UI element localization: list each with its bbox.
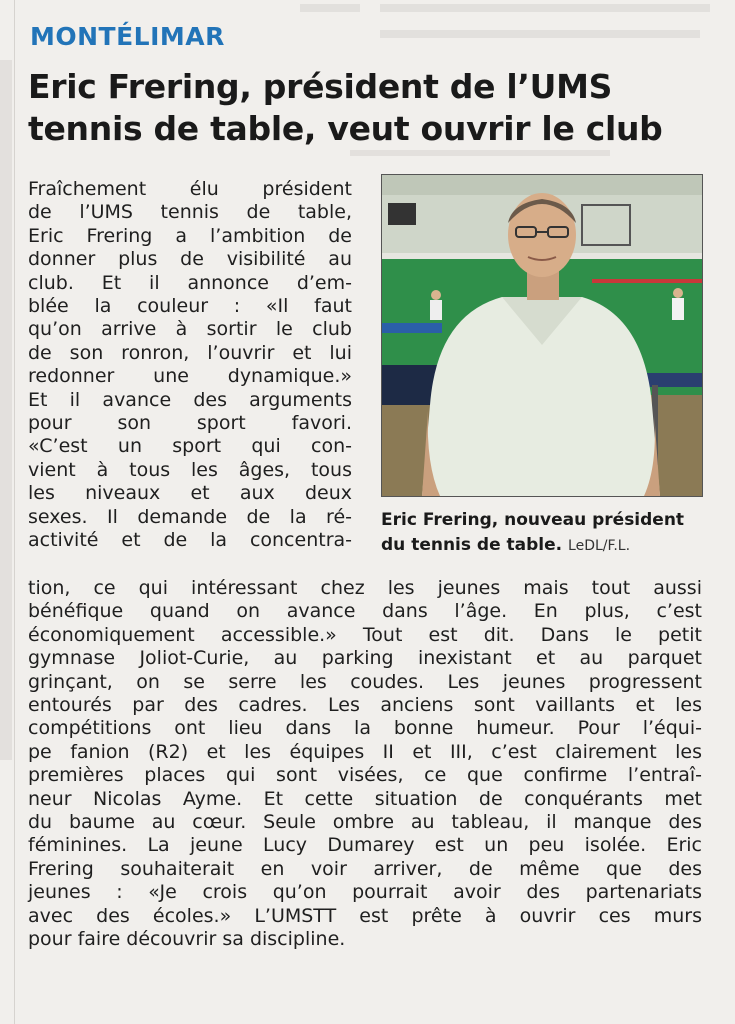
article-line: compétitions ont lieu dans la bonne humeur. Pour l’équi- <box>28 717 702 740</box>
photo-credit: LeDL/F.L. <box>568 538 631 554</box>
article-line: pe fanion (R2) et les équipes II et III, c’est clairement les <box>28 740 702 763</box>
section-kicker: MONTÉLIMAR <box>30 22 225 51</box>
article-line: Eric Frering a l’ambition de <box>28 224 352 247</box>
headline-line-1: Eric Frering, président de l’UMS <box>28 67 613 106</box>
article-line: «C’est un sport qui con- <box>28 435 352 458</box>
article-line: qu’on arrive à sortir le club <box>28 318 352 341</box>
article-line: Fraîchement élu président <box>28 178 352 200</box>
article-line: pour faire découvrir sa discipline. <box>28 928 346 951</box>
article-line: féminines. La jeune Lucy Dumarey est un peu isolée. Eric <box>28 834 702 857</box>
article-line: club. Et il annonce d’em- <box>28 271 352 294</box>
photo-illustration <box>382 175 702 496</box>
photo-caption-text: Eric Frering, nouveau président du tennis de table. <box>381 510 685 555</box>
article-line: neur Nicolas Ayme. Et cette situation de conquérants met <box>28 787 702 810</box>
article-line: premières places qui sont visées, ce que confirme l’entraî- <box>28 764 702 787</box>
article-line: Frering souhaiterait en voir arriver, de même que des <box>28 857 702 880</box>
article-photo <box>381 174 703 497</box>
article-line: de son ronron, l’ouvrir et lui <box>28 341 352 364</box>
photo-caption <box>381 508 711 559</box>
headline-line-2: tennis de table, veut ouvrir le club <box>28 109 663 148</box>
article-line: les niveaux et aux deux <box>28 482 352 505</box>
article-line: tion, ce qui intéressant chez les jeunes mais tout aussi <box>28 577 702 599</box>
headline <box>28 66 718 150</box>
article-line: bénéfique quand on avance dans l’âge. En plus, c’est <box>28 600 702 623</box>
article-line: activité et de la concentra- <box>28 529 352 552</box>
article-line: pour son sport favori. <box>28 412 352 435</box>
article-line: avec des écoles.» L’UMSTT est prête à ouvrir ces murs <box>28 904 702 927</box>
article-line: sexes. Il demande de la ré- <box>28 505 352 528</box>
article-line: donner plus de visibilité au <box>28 248 352 271</box>
article-line: jeunes : «Je crois qu’on pourrait avoir des partenariats <box>28 881 702 904</box>
article-line: grinçant, on se serre les coudes. Les jeunes progressent <box>28 670 702 693</box>
article-line: du baume au cœur. Seule ombre au tableau, il manque des <box>28 811 702 834</box>
article-body-column <box>28 178 352 553</box>
article-line: gymnase Joliot-Curie, au parking inexistant et au parquet <box>28 647 702 670</box>
article-line: Et il avance des arguments <box>28 388 352 411</box>
column-rule <box>14 0 15 1024</box>
article-line: redonner une dynamique.» <box>28 365 352 388</box>
article-line: économiquement accessible.» Tout est dit. Dans le petit <box>28 623 702 646</box>
article-line: blée la couleur : «Il faut <box>28 295 352 318</box>
article-line: de l’UMS tennis de table, <box>28 201 352 224</box>
article-body-full <box>28 577 702 952</box>
article-line: entourés par des cadres. Les anciens sont vaillants et les <box>28 694 702 717</box>
article-line: vient à tous les âges, tous <box>28 458 352 481</box>
